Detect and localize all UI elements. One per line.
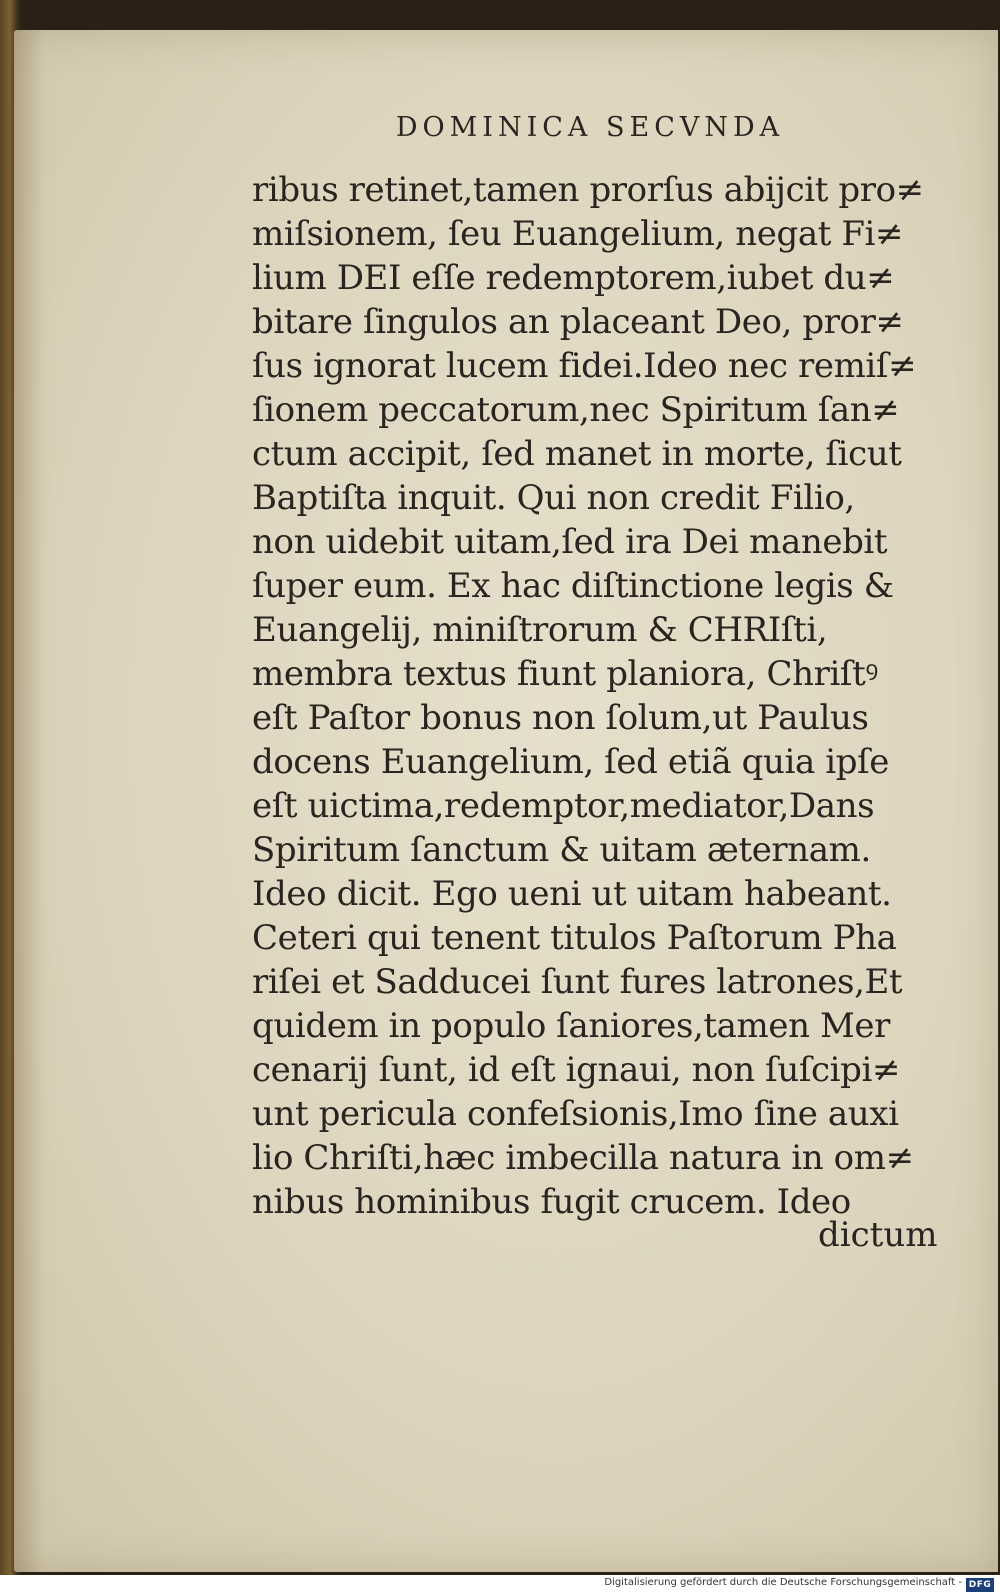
- dfg-logo-icon: DFG: [966, 1578, 994, 1592]
- text-line: ctum accipit, ſed manet in morte, ſicut: [252, 434, 902, 474]
- text-line: docens Euangelium, ſed etiã quia ipſe: [252, 742, 889, 782]
- text-line: miſsionem, ſeu Euangelium, negat Fi≠: [252, 214, 904, 254]
- text-line: eſt uictima,redemptor,mediator,Dans: [252, 786, 875, 826]
- text-line: Baptiſta inquit. Qui non credit Filio,: [252, 478, 855, 518]
- text-line: nibus hominibus fugit crucem. Ideo: [252, 1182, 851, 1222]
- text-line: lio Chriſti,hæc imbecilla natura in om≠: [252, 1138, 914, 1178]
- text-line: riſei et Sadducei ſunt fures latrones,Et: [252, 962, 903, 1002]
- text-line: bitare ſingulos an placeant Deo, pror≠: [252, 302, 904, 342]
- catchword: dictum: [818, 1215, 938, 1255]
- text-line: ſus ignorat lucem fidei.Ideo nec remiſ≠: [252, 346, 917, 386]
- body-text: [252, 168, 962, 1224]
- text-line: quidem in populo ſaniores,tamen Mer: [252, 1006, 891, 1046]
- text-line: cenarij ſunt, id eſt ignaui, non ſuſcipi≠: [252, 1050, 901, 1090]
- funding-credit: Digitalisierung gefördert durch die Deutsche Forschungsgemeinschaft -: [604, 1577, 962, 1588]
- text-line: ſuper eum. Ex hac diſtinctione legis &: [252, 566, 894, 606]
- text-line: ribus retinet,tamen prorſus abijcit pro≠: [252, 170, 924, 210]
- page-gutter-shade: [14, 30, 44, 1572]
- text-line: lium DEI eſſe redemptorem,iubet du≠: [252, 258, 895, 298]
- running-head: DOMINICA SECVNDA: [395, 112, 785, 143]
- text-line: non uidebit uitam,ſed ira Dei manebit: [252, 522, 888, 562]
- text-line: eſt Paſtor bonus non ſolum,ut Paulus: [252, 698, 869, 738]
- footer-bar: [0, 1575, 1000, 1596]
- text-line: Ceteri qui tenent titulos Paſtorum Pha: [252, 918, 897, 958]
- text-line: Spiritum ſanctum & uitam æternam.: [252, 830, 871, 870]
- text-line: Euangelij, miniſtrorum & CHRIſti,: [252, 610, 828, 650]
- text-line: membra textus fiunt planiora, Chriſtꝰ: [252, 654, 878, 694]
- text-line: ſionem peccatorum,nec Spiritum ſan≠: [252, 390, 900, 430]
- text-line: unt pericula confeſsionis,Imo ſine auxi: [252, 1094, 899, 1134]
- text-line: Ideo dicit. Ego ueni ut uitam habeant.: [252, 874, 892, 914]
